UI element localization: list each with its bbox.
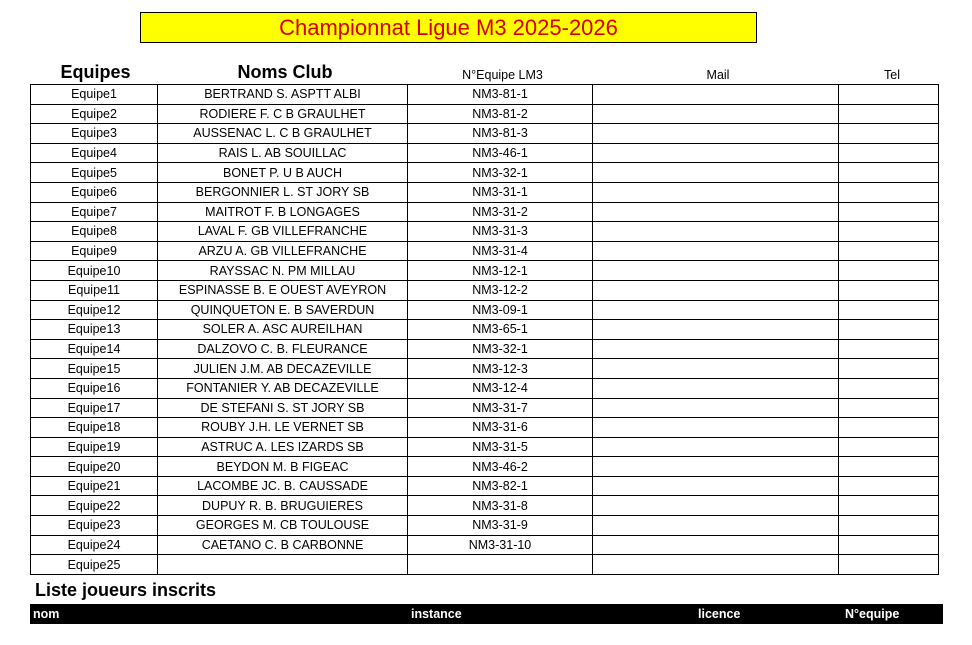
cell-club: DE STEFANI S. ST JORY SB	[158, 398, 408, 418]
cell-club: CAETANO C. B CARBONNE	[158, 535, 408, 555]
cell-mail	[593, 163, 839, 183]
cell-equipe: Equipe17	[31, 398, 158, 418]
cell-equipe: Equipe8	[31, 222, 158, 242]
cell-mail	[593, 261, 839, 281]
table-row	[31, 85, 939, 105]
cell-mail	[593, 476, 839, 496]
cell-numero: NM3-12-1	[408, 261, 593, 281]
cell-tel	[839, 457, 939, 477]
cell-numero: NM3-31-6	[408, 418, 593, 438]
cell-mail	[593, 241, 839, 261]
cell-equipe: Equipe10	[31, 261, 158, 281]
cell-tel	[839, 300, 939, 320]
players-section-title: Liste joueurs inscrits	[35, 580, 217, 600]
table-row	[31, 476, 939, 496]
cell-mail	[593, 555, 839, 575]
cell-tel	[839, 496, 939, 516]
cell-numero: NM3-12-3	[408, 359, 593, 379]
cell-tel	[839, 320, 939, 340]
players-col-licence: licence	[698, 607, 741, 621]
cell-equipe: Equipe7	[31, 202, 158, 222]
cell-mail	[593, 222, 839, 242]
cell-club: ARZU A. GB VILLEFRANCHE	[158, 241, 408, 261]
cell-equipe: Equipe21	[31, 476, 158, 496]
cell-club: LACOMBE JC. B. CAUSSADE	[158, 476, 408, 496]
cell-numero: NM3-31-10	[408, 535, 593, 555]
cell-equipe: Equipe25	[31, 555, 158, 575]
players-col-instance: instance	[411, 607, 462, 621]
header-equipes: Equipes	[60, 61, 131, 82]
cell-tel	[839, 378, 939, 398]
cell-tel	[839, 359, 939, 379]
cell-tel	[839, 163, 939, 183]
table-row	[31, 104, 939, 124]
cell-equipe: Equipe23	[31, 516, 158, 536]
cell-club: ASTRUC A. LES IZARDS SB	[158, 437, 408, 457]
cell-tel	[839, 182, 939, 202]
cell-tel	[839, 555, 939, 575]
table-row	[31, 280, 939, 300]
cell-club: RODIERE F. C B GRAULHET	[158, 104, 408, 124]
cell-tel	[839, 104, 939, 124]
cell-equipe: Equipe2	[31, 104, 158, 124]
players-col-equipe: N°equipe	[845, 607, 900, 621]
cell-club: GEORGES M. CB TOULOUSE	[158, 516, 408, 536]
cell-tel	[839, 418, 939, 438]
table-row	[31, 241, 939, 261]
cell-tel	[839, 535, 939, 555]
cell-mail	[593, 378, 839, 398]
table-row	[31, 437, 939, 457]
cell-numero: NM3-81-1	[408, 85, 593, 105]
table-row	[31, 300, 939, 320]
cell-club: DALZOVO C. B. FLEURANCE	[158, 339, 408, 359]
players-table-header	[30, 604, 943, 624]
cell-club: BERGONNIER L. ST JORY SB	[158, 182, 408, 202]
cell-equipe: Equipe5	[31, 163, 158, 183]
cell-club: AUSSENAC L. C B GRAULHET	[158, 124, 408, 144]
cell-mail	[593, 535, 839, 555]
cell-numero: NM3-31-1	[408, 182, 593, 202]
cell-club: RAIS L. AB SOUILLAC	[158, 143, 408, 163]
table-row	[31, 555, 939, 575]
table-row	[31, 182, 939, 202]
header-mail: Mail	[706, 68, 730, 82]
cell-numero: NM3-32-1	[408, 339, 593, 359]
page-title: Championnat Ligue M3 2025-2026	[140, 12, 757, 43]
cell-equipe: Equipe22	[31, 496, 158, 516]
cell-numero: NM3-31-8	[408, 496, 593, 516]
cell-numero: NM3-31-2	[408, 202, 593, 222]
cell-club	[158, 555, 408, 575]
cell-club: ROUBY J.H. LE VERNET SB	[158, 418, 408, 438]
table-row	[31, 516, 939, 536]
cell-equipe: Equipe12	[31, 300, 158, 320]
cell-club: BEYDON M. B FIGEAC	[158, 457, 408, 477]
cell-tel	[839, 516, 939, 536]
cell-equipe: Equipe6	[31, 182, 158, 202]
table-row	[31, 378, 939, 398]
cell-tel	[839, 202, 939, 222]
header-numero: N°Equipe LM3	[462, 68, 543, 82]
cell-numero: NM3-81-3	[408, 124, 593, 144]
cell-club: FONTANIER Y. AB DECAZEVILLE	[158, 378, 408, 398]
cell-equipe: Equipe16	[31, 378, 158, 398]
table-row	[31, 222, 939, 242]
cell-mail	[593, 85, 839, 105]
cell-club: BONET P. U B AUCH	[158, 163, 408, 183]
cell-mail	[593, 398, 839, 418]
cell-equipe: Equipe18	[31, 418, 158, 438]
cell-numero	[408, 555, 593, 575]
table-row	[31, 359, 939, 379]
table-row	[31, 339, 939, 359]
cell-equipe: Equipe14	[31, 339, 158, 359]
header-club: Noms Club	[237, 61, 333, 82]
cell-equipe: Equipe24	[31, 535, 158, 555]
cell-numero: NM3-31-5	[408, 437, 593, 457]
table-row	[31, 202, 939, 222]
cell-mail	[593, 320, 839, 340]
cell-numero: NM3-46-1	[408, 143, 593, 163]
cell-mail	[593, 202, 839, 222]
cell-club: SOLER A. ASC AUREILHAN	[158, 320, 408, 340]
cell-tel	[839, 124, 939, 144]
table-row	[31, 261, 939, 281]
table-row	[31, 143, 939, 163]
cell-club: MAITROT F. B LONGAGES	[158, 202, 408, 222]
cell-mail	[593, 280, 839, 300]
cell-equipe: Equipe13	[31, 320, 158, 340]
cell-tel	[839, 398, 939, 418]
cell-numero: NM3-31-9	[408, 516, 593, 536]
cell-equipe: Equipe15	[31, 359, 158, 379]
cell-mail	[593, 339, 839, 359]
cell-numero: NM3-65-1	[408, 320, 593, 340]
cell-equipe: Equipe19	[31, 437, 158, 457]
teams-table	[30, 84, 939, 575]
cell-mail	[593, 104, 839, 124]
cell-tel	[839, 280, 939, 300]
cell-tel	[839, 261, 939, 281]
table-row	[31, 457, 939, 477]
table-row	[31, 163, 939, 183]
cell-mail	[593, 437, 839, 457]
cell-mail	[593, 496, 839, 516]
players-col-nom: nom	[33, 607, 60, 621]
cell-numero: NM3-12-4	[408, 378, 593, 398]
cell-tel	[839, 222, 939, 242]
header-tel: Tel	[884, 68, 900, 82]
cell-mail	[593, 516, 839, 536]
table-row	[31, 320, 939, 340]
table-row	[31, 398, 939, 418]
cell-numero: NM3-31-7	[408, 398, 593, 418]
table-row	[31, 418, 939, 438]
cell-mail	[593, 182, 839, 202]
cell-tel	[839, 241, 939, 261]
cell-mail	[593, 359, 839, 379]
cell-numero: NM3-12-2	[408, 280, 593, 300]
cell-club: DUPUY R. B. BRUGUIERES	[158, 496, 408, 516]
cell-club: JULIEN J.M. AB DECAZEVILLE	[158, 359, 408, 379]
cell-equipe: Equipe9	[31, 241, 158, 261]
cell-mail	[593, 300, 839, 320]
cell-numero: NM3-31-4	[408, 241, 593, 261]
cell-mail	[593, 457, 839, 477]
cell-tel	[839, 85, 939, 105]
cell-numero: NM3-31-3	[408, 222, 593, 242]
cell-club: QUINQUETON E. B SAVERDUN	[158, 300, 408, 320]
cell-club: BERTRAND S. ASPTT ALBI	[158, 85, 408, 105]
cell-club: LAVAL F. GB VILLEFRANCHE	[158, 222, 408, 242]
cell-tel	[839, 339, 939, 359]
cell-equipe: Equipe20	[31, 457, 158, 477]
table-row	[31, 496, 939, 516]
cell-club: RAYSSAC N. PM MILLAU	[158, 261, 408, 281]
table-row	[31, 124, 939, 144]
cell-equipe: Equipe4	[31, 143, 158, 163]
cell-equipe: Equipe11	[31, 280, 158, 300]
cell-mail	[593, 143, 839, 163]
cell-mail	[593, 418, 839, 438]
cell-tel	[839, 476, 939, 496]
cell-numero: NM3-09-1	[408, 300, 593, 320]
cell-tel	[839, 437, 939, 457]
cell-numero: NM3-46-2	[408, 457, 593, 477]
cell-tel	[839, 143, 939, 163]
cell-mail	[593, 124, 839, 144]
cell-numero: NM3-32-1	[408, 163, 593, 183]
cell-equipe: Equipe3	[31, 124, 158, 144]
cell-club: ESPINASSE B. E OUEST AVEYRON	[158, 280, 408, 300]
cell-numero: NM3-81-2	[408, 104, 593, 124]
table-row	[31, 535, 939, 555]
cell-equipe: Equipe1	[31, 85, 158, 105]
cell-numero: NM3-82-1	[408, 476, 593, 496]
